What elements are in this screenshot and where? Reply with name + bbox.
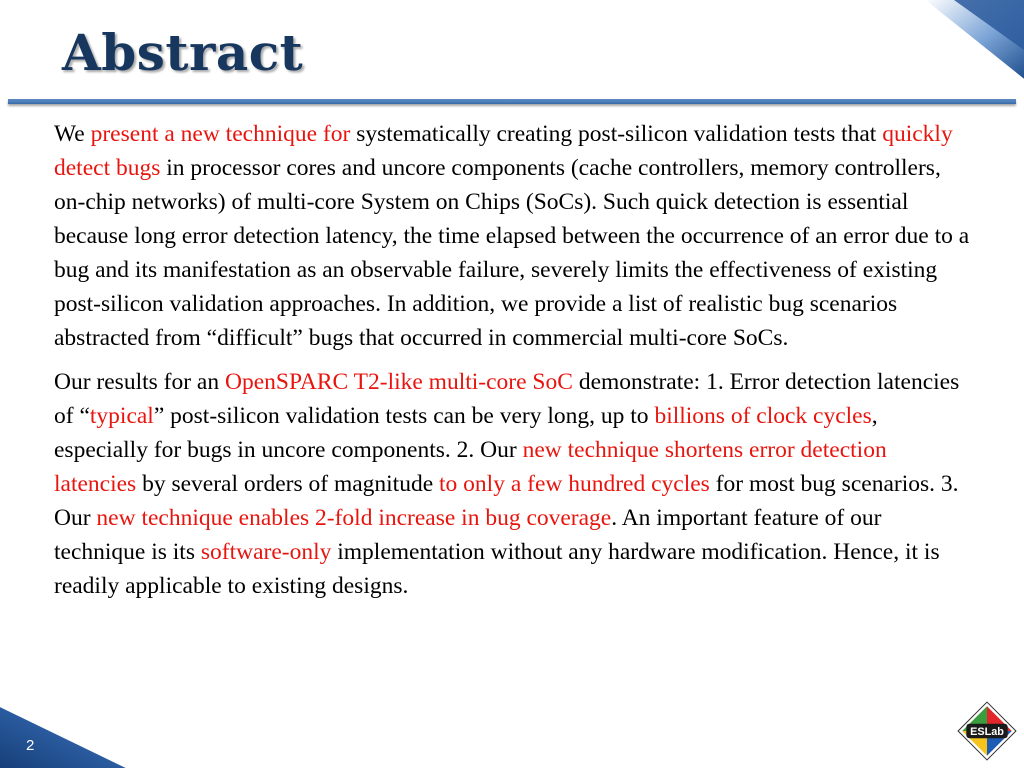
title-underline [8,99,1016,104]
text-segment: systematically creating post-silicon validation tests that [350,121,883,147]
text-segment: for most bug scenarios. 3. Our [54,471,959,531]
slide-title: Abstract [62,23,304,82]
highlighted-text: billions of clock cycles [654,403,872,429]
highlighted-text: new technique enables 2-fold increase in bug coverage [96,505,612,531]
text-segment: We [54,121,91,147]
text-segment: , especially for bugs in uncore components. 2. Our [54,403,878,463]
text-segment: . An important feature of our technique is its [54,505,882,565]
text-segment: by several orders of magnitude [136,471,440,497]
svg-text:ESLab: ESLab [970,726,1004,739]
text-segment: in processor cores and uncore components (cache controllers, memory controllers, on-chip networks) of multi-core System on Chips (SoCs). Such quick detection is essential because long error detection latency, the time elapsed between the occurrence of an error due to a bug and its manifestation as an observable failure, severely limits the effectiveness of existing post-silicon validation approaches. In addition, we provide a list of realistic bug scenarios abstracted from “difficult” bugs that occurred in commercial multi-core SoCs. [54,155,970,351]
abstract-body [54,117,970,613]
eslab-logo [956,700,1018,762]
text-segment: ” post-silicon validation tests can be very long, up to [153,403,655,429]
highlighted-text: present a new technique for [90,121,351,147]
text-segment: Our results for an [54,369,225,395]
corner-decoration-bottom-left [0,698,140,768]
abstract-paragraph-1 [54,117,970,355]
highlighted-text: new technique shortens error detection latencies [54,437,887,497]
highlighted-text: typical [89,403,154,429]
highlighted-text: OpenSPARC T2-like multi-core SoC [224,369,573,395]
text-segment: demonstrate: 1. Error detection latencies of “ [54,369,960,429]
text-segment: implementation without any hardware modification. Hence, it is readily applicable to existing designs. [54,539,940,599]
highlighted-text: to only a few hundred cycles [439,471,710,497]
highlighted-text: quickly detect bugs [54,121,953,181]
abstract-paragraph-2 [54,365,970,603]
page-number: 2 [26,737,35,754]
highlighted-text: software-only [200,539,332,565]
corner-decoration-top-right [884,0,1024,80]
